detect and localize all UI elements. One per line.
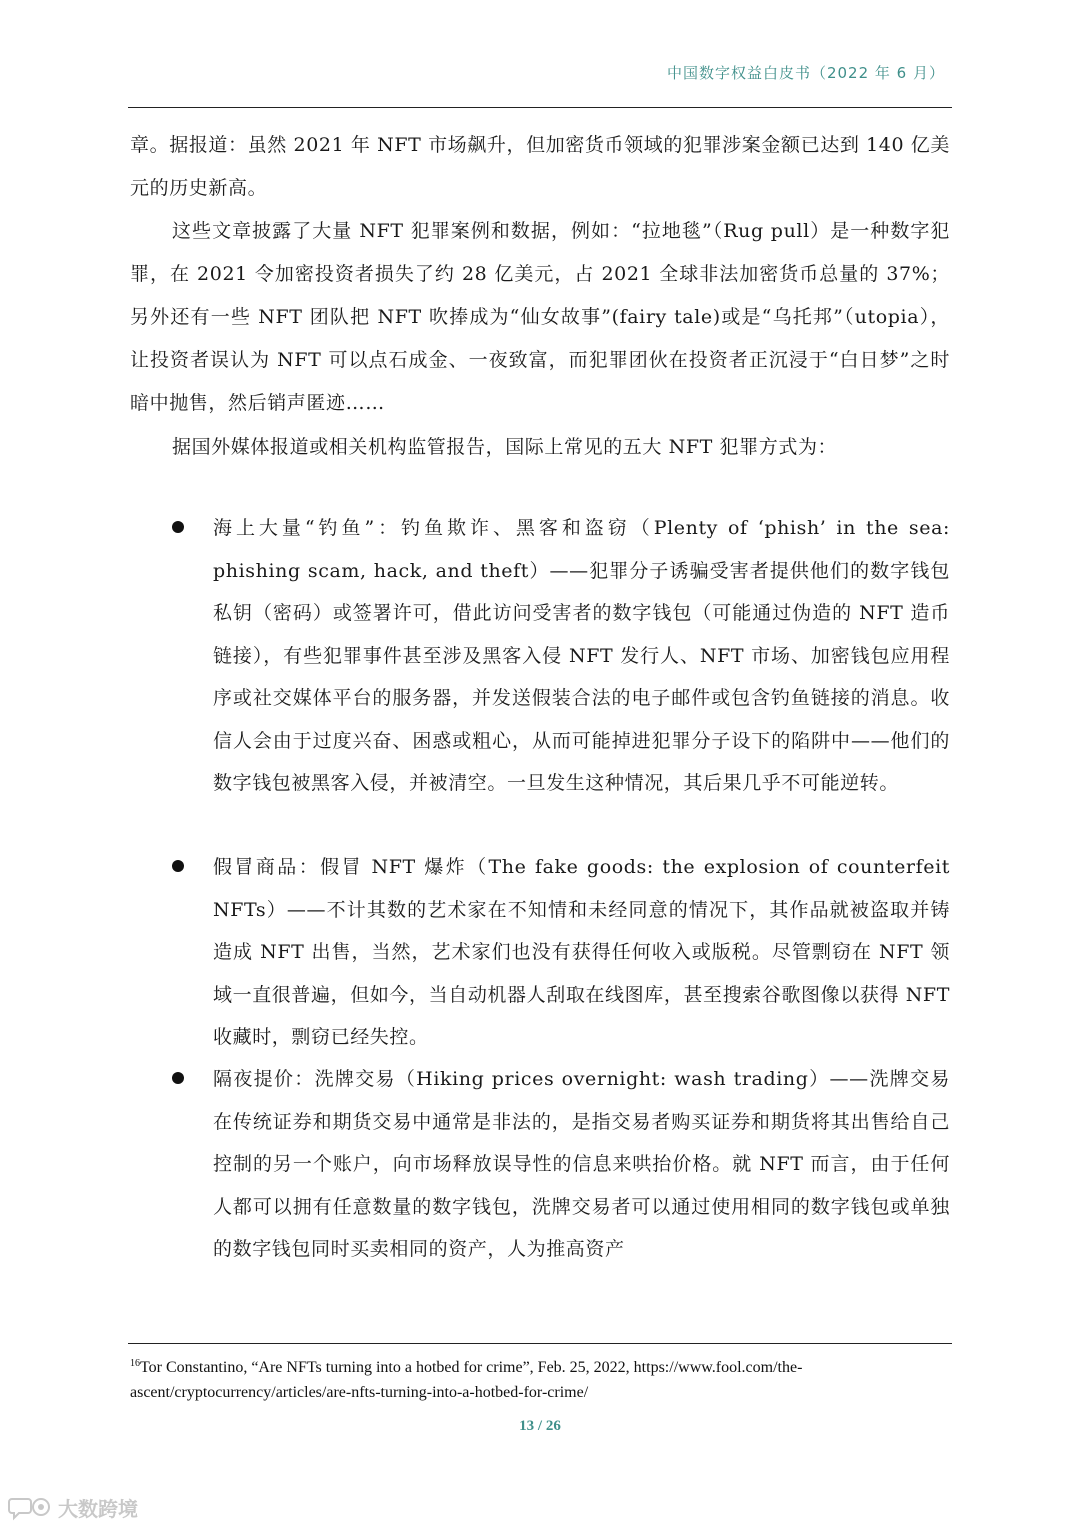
paragraph-five-methods-intro: 据国外媒体报道或相关机构监管报告，国际上常见的五大 NFT 犯罪方式为：: [172, 436, 838, 458]
paragraph-continuation: 章。据报道：虽然 2021 年 NFT 市场飙升，但加密货币领域的犯罪涉案金额已达到 140 亿美元的历史新高。: [130, 134, 950, 199]
chat-bubble-logo-icon: [8, 1495, 54, 1521]
bullet-icon: [172, 860, 184, 872]
list-item-text: 隔夜提价：洗牌交易（Hiking prices overnight: wash trading）——洗牌交易在传统证券和期货交易中通常是非法的，是指交易者购买证券和期货将其出售给自己控制的另一个账户，向市场释放误导性的信息来哄抬价格。就 NFT 而言，由于任何人都可以拥有任意数量的数字钱包，洗牌交易者可以通过使用相同的数字钱包或单独的数字钱包同时买卖相同的资产，人为推高资产: [213, 1068, 950, 1260]
list-item-wash-trading: [172, 1058, 950, 1271]
watermark: [8, 1493, 138, 1522]
footnote-number: 16: [130, 1358, 140, 1369]
list-item-phishing: [172, 507, 950, 805]
paragraph-crime-cases: 这些文章披露了大量 NFT 犯罪案例和数据，例如：“拉地毯”（Rug pull）是一种数字犯罪，在 2021 令加密投资者损失了约 28 亿美元，占 2021 全球非法加密货币总量的 37%；另外还有一些 NFT 团队把 NFT 吹捧成为“仙女故事”(fairy tale)或是“乌托邦”（utopia），让投资者误认为 NFT 可以点石成金、一夜致富，而犯罪团伙在投资者正沉浸于“白日梦”之时暗中抛售，然后销声匿迹……: [130, 220, 950, 414]
list-item-text: 假冒商品：假冒 NFT 爆炸（The fake goods: the explosion of counterfeit NFTs）——不计其数的艺术家在不知情和未经同意的情况下，其作品就被盗取并铸造成 NFT 出售，当然，艺术家们也没有获得任何收入或版税。尽管剽窃在 NFT 领域一直很普遍，但如今，当自动机器人刮取在线图库，甚至搜索谷歌图像以获得 NFT 收藏时，剽窃已经失控。: [213, 856, 950, 1048]
page-number: 13 / 26: [519, 1418, 561, 1434]
header-divider: [128, 107, 952, 108]
bullet-icon: [172, 1072, 184, 1084]
header-title: 中国数字权益白皮书（2022 年 6 月）: [666, 64, 945, 82]
list-item-text: 海上大量“钓鱼”：钓鱼欺诈、黑客和盗窃（Plenty of ‘phish’ in the sea: phishing scam, hack, and theft）——犯罪分子诱骗受害者提供他们的数字钱包私钥（密码）或签署许可，借此访问受害者的数字钱包（可能通过伪造的 NFT 造币链接），有些犯罪事件甚至涉及黑客入侵 NFT 发行人、NFT 市场、加密钱包应用程序或社交媒体平台的服务器，并发送假装合法的电子邮件或包含钓鱼链接的消息。收信人会由于过度兴奋、困惑或粗心，从而可能掉进犯罪分子设下的陷阱中——他们的数字钱包被黑客入侵，并被清空。一旦发生这种情况，其后果几乎不可能逆转。: [213, 517, 950, 794]
footnote-divider: [128, 1343, 952, 1344]
footnote: [130, 1351, 952, 1405]
watermark-text: 大数跨境: [58, 1497, 138, 1521]
footnote-text[interactable]: Tor Constantino, “Are NFTs turning into a hotbed for crime”, Feb. 25, 2022, https://www.fool.com/the-ascent/cryptocurrency/articles/are-nfts-turning-into-a-hotbed-for-crime/: [130, 1359, 803, 1401]
list-item-fake-goods: [172, 846, 950, 1059]
bullet-icon: [172, 521, 184, 533]
